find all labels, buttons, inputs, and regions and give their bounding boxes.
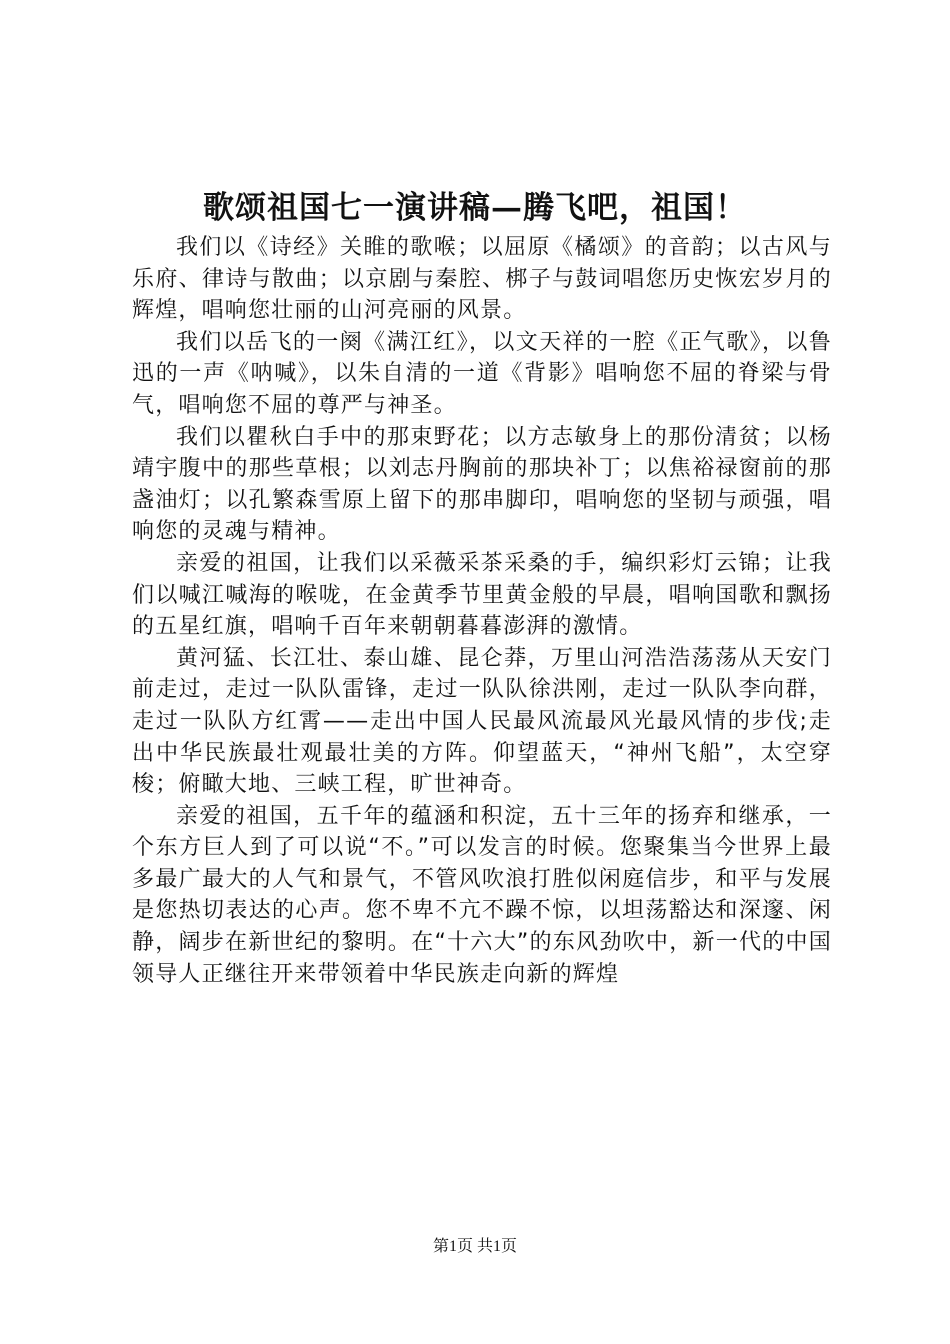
- paragraph-2: 我们以岳飞的一阕《满江红》，以文天祥的一腔《正气歌》，以鲁迅的一声《呐喊》，以朱自清的一道《背影》唱响您不屈的脊梁与骨气，唱响您不屈的尊严与神圣。: [132, 329, 832, 418]
- document-body: [132, 232, 832, 990]
- paragraph-4: 亲爱的祖国，让我们以采薇采茶采桑的手，编织彩灯云锦；让我们以喊江喊海的喉咙，在金黄季节里黄金般的早晨，唱响国歌和飘扬的五星红旗，唱响千百年来朝朝暮暮澎湃的激情。: [132, 550, 832, 640]
- paragraph-6: 亲爱的祖国，五千年的蕴涵和积淀，五十三年的扬弃和继承，一个东方巨人到了可以说“不。”可以发言的时候。您聚集当今世界上最多最广最大的人气和景气，不管风吹浪打胜似闲庭信步，和平与发展是您热切表达的心声。您不卑不亢不躁不惊，以坦荡豁达和深邃、闲静，阔步在新世纪的黎明。在“十六大”的东风劲吹中，新一代的中国领导人正继往开来带领着中华民族走向新的辉煌: [132, 803, 832, 987]
- page-footer: 第1页 共1页: [432, 1238, 517, 1255]
- paragraph-1: 我们以《诗经》关睢的歌喉；以屈原《橘颂》的音韵；以古风与乐府、律诗与散曲；以京剧与秦腔、梆子与鼓词唱您历史恢宏岁月的辉煌，唱响您壮丽的山河亮丽的风景。: [132, 235, 832, 324]
- paragraph-5: 黄河猛、长江壮、泰山雄、昆仑莽，万里山河浩浩荡荡从天安门前走过，走过一队队雷锋，走过一队队徐洪刚，走过一队队李向群，走过一队队方红霄——走出中国人民最风流最风光最风情的步伐;走出中华民族最壮观最壮美的方阵。仰望蓝天，“神州飞船”，太空穿梭；俯瞰大地、三峡工程，旷世神奇。: [132, 645, 832, 798]
- document-title: 歌颂祖国七一演讲稿—腾飞吧，祖国！: [203, 190, 747, 226]
- paragraph-3: 我们以瞿秋白手中的那束野花；以方志敏身上的那份清贫；以杨靖宇腹中的那些草根；以刘志丹胸前的那块补丁；以焦裕禄窗前的那盏油灯；以孔繁森雪原上留下的那串脚印，唱响您的坚韧与顽强，唱响您的灵魂与精神。: [132, 424, 832, 545]
